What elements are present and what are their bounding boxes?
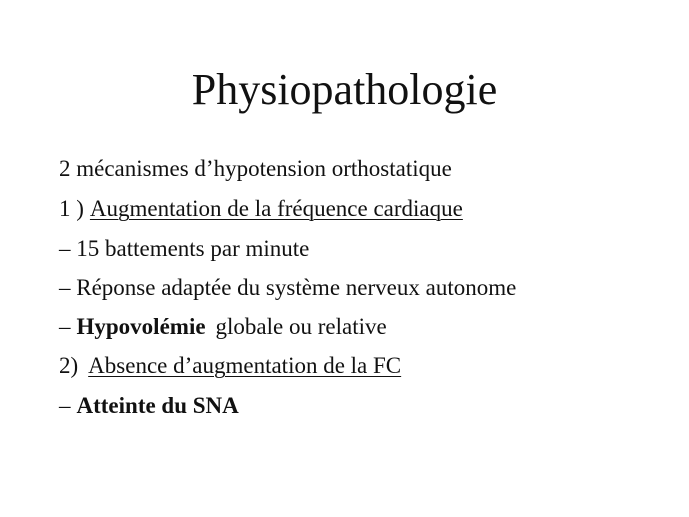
line-1 xyxy=(59,154,452,184)
line-5-prefix: – xyxy=(59,314,71,339)
line-5-bold: Hypovolémie xyxy=(76,314,206,339)
line-2-underlined: Augmentation de la fréquence cardiaque xyxy=(89,196,463,221)
line-7-bold: Atteinte du SNA xyxy=(76,393,239,418)
line-2 xyxy=(59,194,463,224)
line-5 xyxy=(59,312,387,342)
line-5-suffix: globale ou relative xyxy=(215,314,387,339)
line-2-prefix: 1 ) xyxy=(59,196,84,221)
line-6-prefix: 2) xyxy=(59,353,79,378)
line-4-text: – Réponse adaptée du système nerveux autonome xyxy=(59,275,517,300)
line-3 xyxy=(59,234,309,264)
slide-title: Physiopathologie xyxy=(191,65,498,114)
line-7-prefix: – xyxy=(59,393,71,418)
line-3-text: – 15 battements par minute xyxy=(59,236,310,261)
line-6 xyxy=(59,351,401,381)
line-1-text: 2 mécanismes d’hypotension orthostatique xyxy=(59,156,452,181)
line-6-underlined: Absence d’augmentation de la FC xyxy=(88,353,402,378)
line-7 xyxy=(59,391,239,421)
line-4 xyxy=(59,273,516,303)
